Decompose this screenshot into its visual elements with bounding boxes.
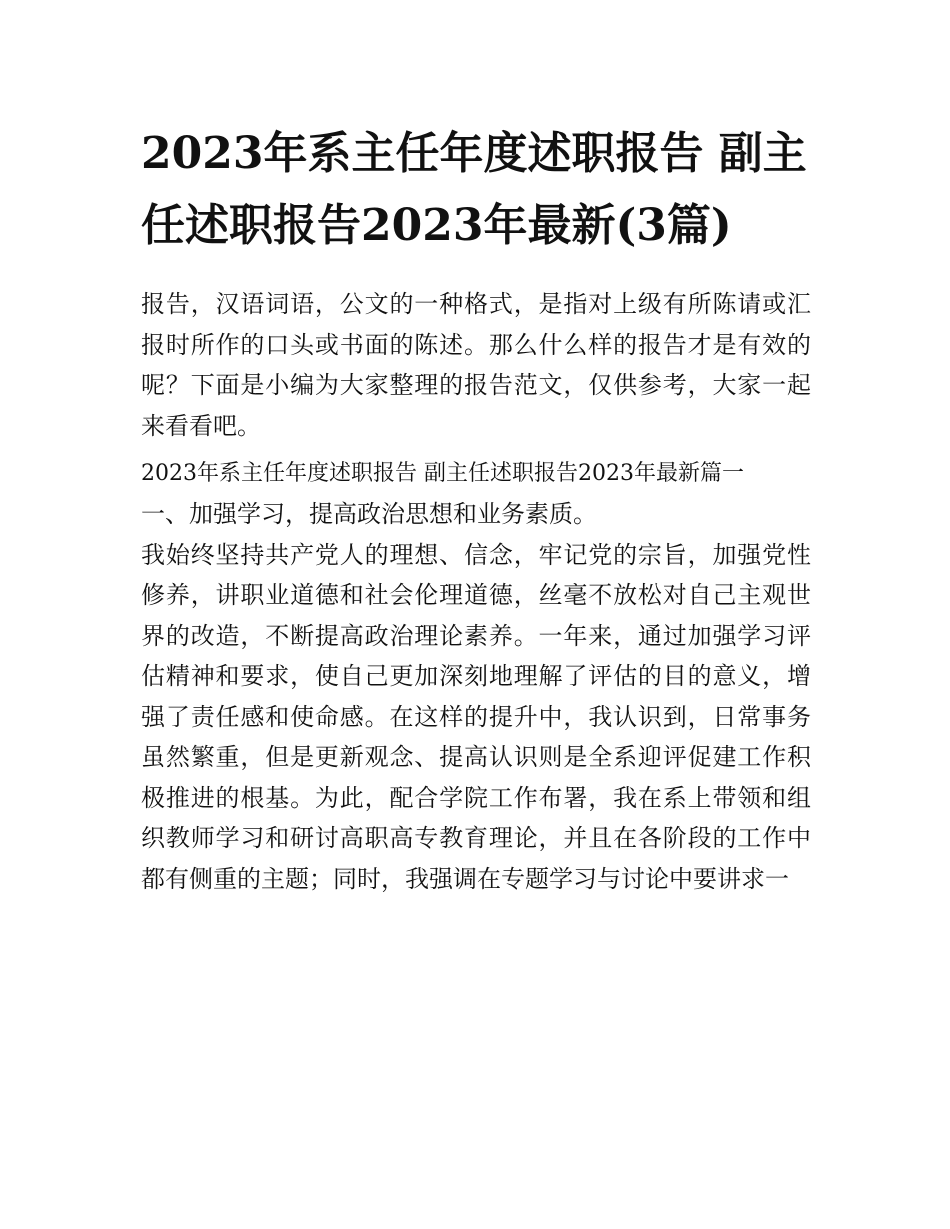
document-title: 2023年系主任年度述职报告 副主任述职报告2023年最新(3篇) <box>141 128 807 251</box>
document-page <box>141 118 811 899</box>
article-heading: 2023年系主任年度述职报告 副主任述职报告2023年最新篇一 <box>141 461 744 486</box>
body-paragraph: 我始终坚持共产党人的理想、信念，牢记党的宗旨，加强党性修养，讲职业道德和社会伦理道德，丝毫不放松对自己主观世界的改造，不断提高政治理论素养。一年来，通过加强学习评估精神和要求，使自己更加深刻地理解了评估的目的意义，增强了责任感和使命感。在这样的提升中，我认识到，日常事务虽然繁重，但是更新观念、提高认识则是全系迎评促建工作积极推进的根基。为此，配合学院工作布署，我在系上带领和组织教师学习和研讨高职高专教育理论，并且在各阶段的工作中都有侧重的主题；同时，我强调在专题学习与讨论中要讲求一 <box>141 540 811 893</box>
intro-paragraph: 报告，汉语词语，公文的一种格式，是指对上级有所陈请或汇报时所作的口头或书面的陈述。那么什么样的报告才是有效的呢？下面是小编为大家整理的报告范文，仅供参考，大家一起来看看吧。 <box>141 290 811 440</box>
section-heading: 一、加强学习，提高政治思想和业务素质。 <box>141 500 597 528</box>
